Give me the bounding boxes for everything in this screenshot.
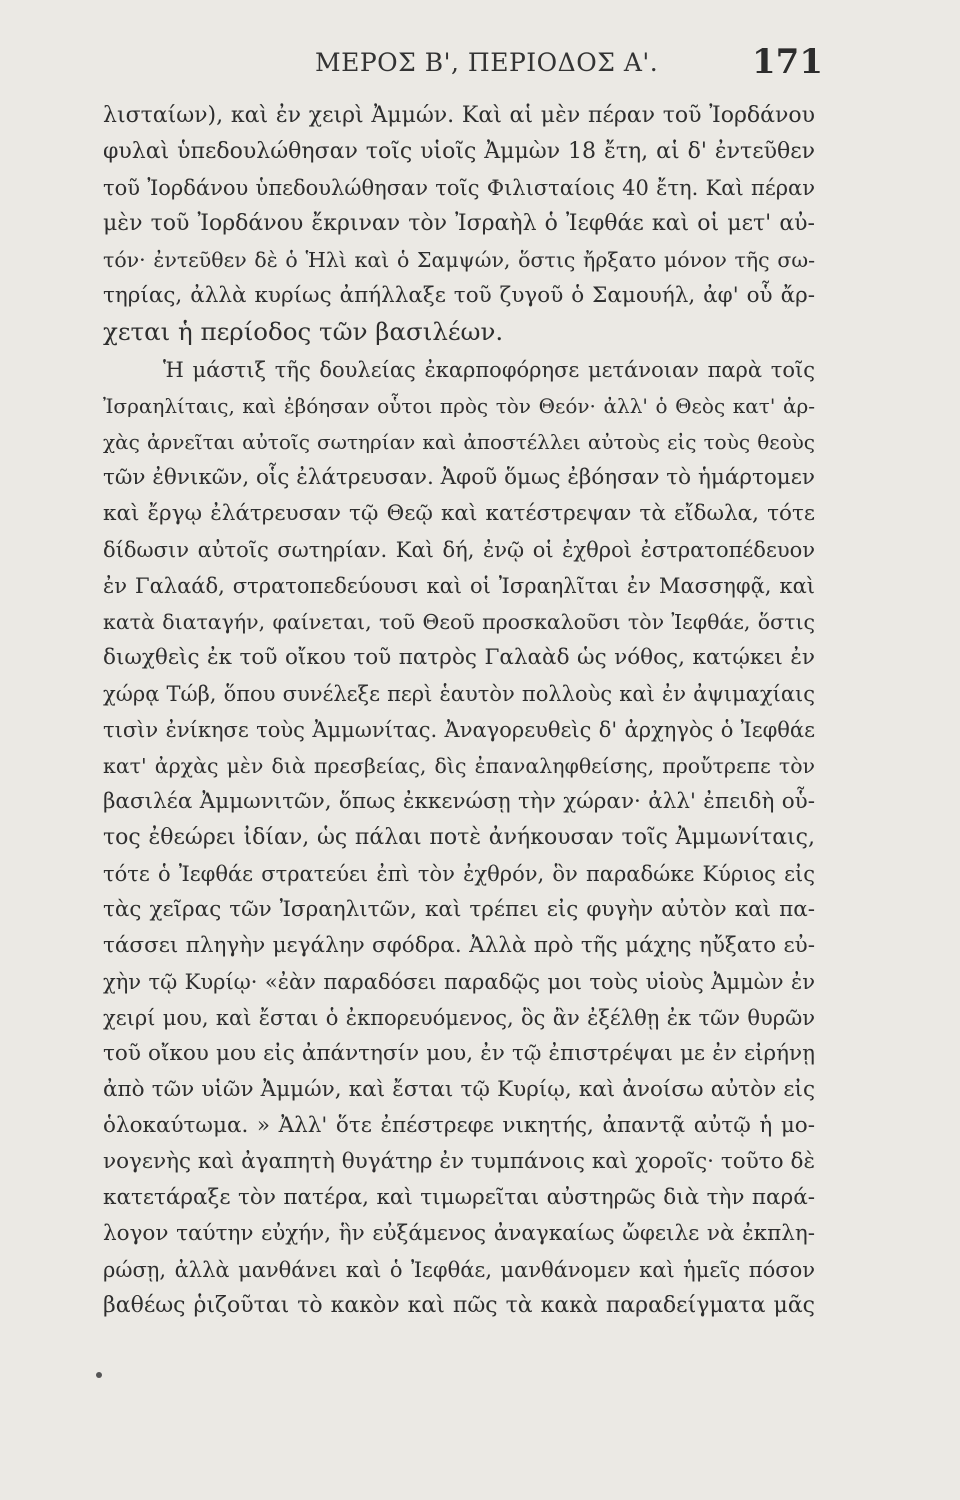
text-line: ρώσῃ, ἀλλὰ μανθάνει καὶ ὁ Ἰεφθάε, μανθάνομεν καὶ ἡμεῖς πόσον (103, 1258, 815, 1282)
text-line: τος ἐθεώρει ἰδίαν, ὡς πάλαι ποτὲ ἀνήκουσαν τοῖς Ἀμμωνίταις, (103, 825, 815, 850)
running-head: ΜΕΡΟΣ Β', ΠΕΡΙΟΔΟΣ Α'. (315, 48, 659, 77)
text-line: τότε ὁ Ἰεφθάε στρατεύει ἐπὶ τὸν ἐχθρόν, ὃν παραδώκε Κύριος εἰς (103, 862, 815, 886)
text-line: νογενὴς καὶ ἀγαπητὴ θυγάτηρ ἐν τυμπάνοις καὶ χοροῖς· τοῦτο δὲ (103, 1149, 815, 1174)
ink-speck (96, 1372, 102, 1378)
text-line: ἐν Γαλαάδ, στρατοπεδεύουσι καὶ οἱ Ἰσραηλῖται ἐν Μασσηφᾷ, καὶ (103, 574, 815, 598)
text-line: βασιλέα Ἀμμωνιτῶν, ὅπως ἐκκενώσῃ τὴν χώραν· ἀλλ' ἐπειδὴ οὗ- (103, 789, 815, 814)
text-line: δίδωσιν αὐτοῖς σωτηρίαν. Καὶ δή, ἐνῷ οἱ ἐχθροὶ ἐστρατοπέδευον (103, 538, 815, 562)
text-line: καὶ ἔργῳ ἐλάτρευσαν τῷ Θεῷ καὶ κατέστρεψαν τὰ εἴδωλα, τότε (103, 501, 815, 526)
page-number: 171 (752, 42, 823, 82)
text-line: φυλαὶ ὑπεδουλώθησαν τοῖς υἱοῖς Ἀμμὼν 18 ἔτη, αἱ δ' ἐντεῦθεν (103, 139, 815, 164)
text-line: χὰς ἀρνεῖται αὐτοῖς σωτηρίαν καὶ ἀποστέλλει αὐτοὺς εἰς τοὺς θεοὺς (103, 430, 815, 454)
text-line: κατ' ἀρχὰς μὲν διὰ πρεσβείας, δὶς ἐπαναληφθείσης, προὔτρεπε τὸν (103, 754, 815, 778)
text-line: μὲν τοῦ Ἰορδάνου ἔκριναν τὸν Ἰσραὴλ ὁ Ἰεφθάε καὶ οἱ μετ' αὐ- (103, 211, 815, 236)
text-line: τόν· ἐντεῦθεν δὲ ὁ Ἡλὶ καὶ ὁ Σαμψών, ὅστις ἤρξατο μόνον τῆς σω- (103, 248, 815, 272)
page-header (0, 42, 960, 92)
text-line: λογον ταύτην εὐχήν, ἣν εὐξάμενος ἀναγκαίως ὤφειλε νὰ ἐκπλη- (103, 1221, 815, 1246)
text-line: ἀπὸ τῶν υἱῶν Ἀμμών, καὶ ἔσται τῷ Κυρίῳ, καὶ ἀνοίσω αὐτὸν εἰς (103, 1077, 815, 1102)
text-line: χειρί μου, καὶ ἔσται ὁ ἐκπορευόμενος, ὃς ἂν ἐξέλθῃ ἐκ τῶν θυρῶν (103, 1006, 815, 1030)
text-line: διωχθεὶς ἐκ τοῦ οἴκου τοῦ πατρὸς Γαλαὰδ ὡς νόθος, κατῴκει ἐν (103, 645, 815, 670)
text-line: τάσσει πληγὴν μεγάλην σφόδρα. Ἀλλὰ πρὸ τῆς μάχης ηὔξατο εὐ- (103, 933, 815, 958)
text-line: τισὶν ἐνίκησε τοὺς Ἀμμωνίτας. Ἀναγορευθεὶς δ' ἀρχηγὸς ὁ Ἰεφθάε (103, 718, 815, 742)
text-line: βαθέως ῥιζοῦται τὸ κακὸν καὶ πῶς τὰ κακὰ παραδείγματα μᾶς (103, 1293, 815, 1318)
text-line: τοῦ οἴκου μου εἰς ἀπάντησίν μου, ἐν τῷ ἐπιστρέψαι με ἐν εἰρήνῃ (103, 1041, 815, 1066)
text-line: τῶν ἐθνικῶν, οἷς ἐλάτρευσαν. Ἀφοῦ ὅμως ἐβόησαν τὸ ἡμάρτομεν (103, 465, 815, 490)
text-line: ὁλοκαύτωμα. » Ἀλλ' ὅτε ἐπέστρεφε νικητής, ἀπαντᾷ αὐτῷ ἡ μο- (103, 1113, 815, 1138)
text-line: τὰς χεῖρας τῶν Ἰσραηλιτῶν, καὶ τρέπει εἰς φυγὴν αὐτὸν καὶ πα- (103, 897, 815, 922)
text-line: κατὰ διαταγήν, φαίνεται, τοῦ Θεοῦ προσκαλοῦσι τὸν Ἰεφθάε, ὅστις (103, 610, 815, 634)
text-line: τοῦ Ἰορδάνου ὑπεδουλώθησαν τοῖς Φιλισταίοις 40 ἔτη. Καὶ πέραν (103, 176, 815, 200)
text-line: λισταίων), καὶ ἐν χειρὶ Ἀμμών. Καὶ αἱ μὲν πέραν τοῦ Ἰορδάνου (103, 103, 815, 128)
text-line: Ἡ μάστιξ τῆς δουλείας ἐκαρποφόρησε μετάνοιαν παρὰ τοῖς (163, 358, 815, 382)
text-line: Ἰσραηλίταις, καὶ ἐβόησαν οὗτοι πρὸς τὸν Θεόν· ἀλλ' ὁ Θεὸς κατ' ἀρ- (103, 394, 815, 418)
text-line: χὴν τῷ Κυρίῳ· «ἐὰν παραδόσει παραδῷς μοι τοὺς υἱοὺς Ἀμμὼν ἐν (103, 970, 815, 994)
text-line: χεται ἡ περίοδος τῶν βασιλέων. (103, 317, 504, 346)
text-line: χώρᾳ Τώβ, ὅπου συνέλεξε περὶ ἑαυτὸν πολλοὺς καὶ ἐν ἀψιμαχίαις (103, 682, 815, 706)
text-line: τηρίας, ἀλλὰ κυρίως ἀπήλλαξε τοῦ ζυγοῦ ὁ Σαμουήλ, ἀφ' οὗ ἄρ- (103, 283, 815, 308)
text-line: κατετάραξε τὸν πατέρα, καὶ τιμωρεῖται αὐστηρῶς διὰ τὴν παρά- (103, 1185, 815, 1210)
